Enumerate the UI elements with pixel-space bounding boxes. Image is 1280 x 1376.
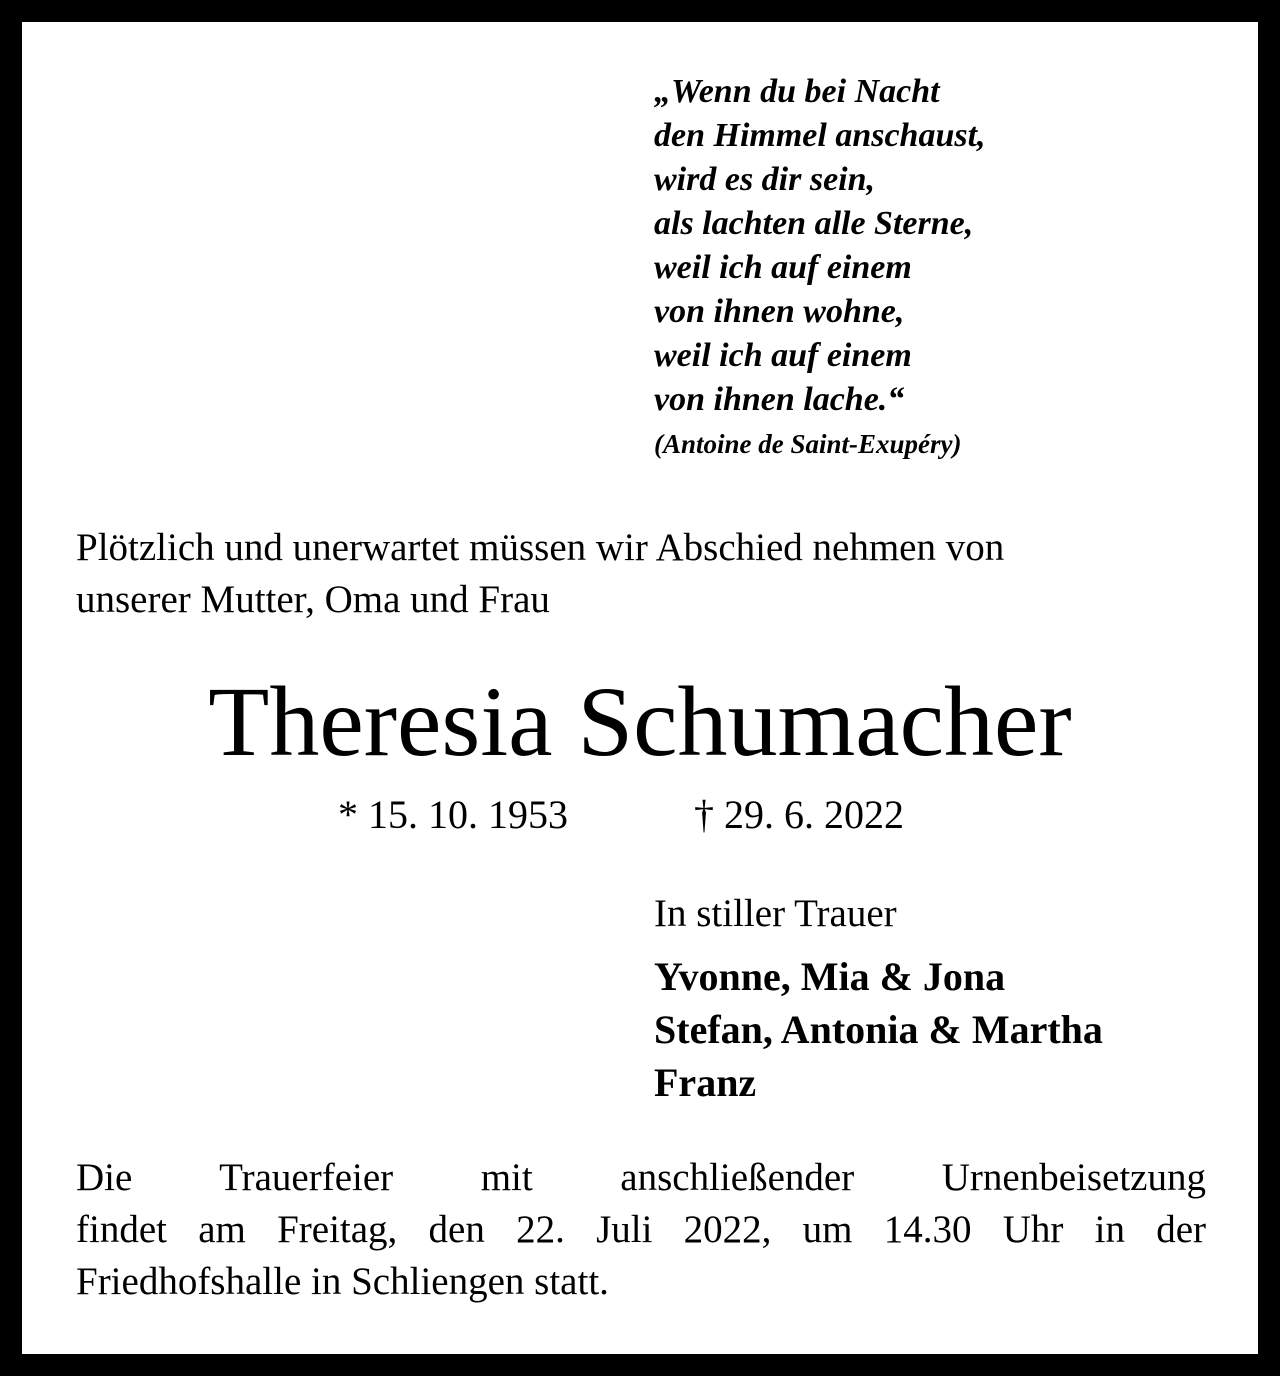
birth-date: * 15. 10. 1953	[338, 792, 568, 837]
death-date: † 29. 6. 2022	[694, 792, 904, 837]
service-line: Friedhofshalle in Schliengen statt.	[76, 1260, 609, 1303]
quote-line: weil ich auf einem	[654, 249, 912, 286]
family-line: Franz	[654, 1060, 757, 1105]
quote-author: (Antoine de Saint-Exupéry)	[654, 429, 962, 459]
deceased-name: Theresia Schumacher	[208, 666, 1072, 777]
mourning-label: In stiller Trauer	[654, 892, 897, 935]
family-line: Yvonne, Mia & Jona	[654, 954, 1006, 999]
quote-line: als lachten alle Sterne,	[654, 205, 974, 242]
service-info	[76, 1152, 1206, 1308]
quote-line: wird es dir sein,	[654, 161, 876, 198]
quote-line: „Wenn du bei Nacht	[654, 73, 940, 110]
intro-text	[76, 522, 1206, 626]
quote-line: weil ich auf einem	[654, 337, 912, 374]
quote-line: von ihnen wohne,	[654, 293, 905, 330]
quote-block	[654, 70, 986, 466]
service-line: Die Trauerfeier mit anschließender Urnenbeisetzung	[76, 1156, 1206, 1199]
intro-line: unserer Mutter, Oma und Frau	[76, 578, 550, 621]
obituary-notice	[22, 22, 1258, 1354]
quote-line: von ihnen lache.“	[654, 381, 905, 418]
service-line: findet am Freitag, den 22. Juli 2022, um 14.30 Uhr in der	[76, 1208, 1206, 1251]
family-line: Stefan, Antonia & Martha	[654, 1007, 1103, 1052]
intro-line: Plötzlich und unerwartet müssen wir Abschied nehmen von	[76, 526, 1005, 569]
family-list	[654, 950, 1103, 1109]
quote-line: den Himmel anschaust,	[654, 117, 986, 154]
